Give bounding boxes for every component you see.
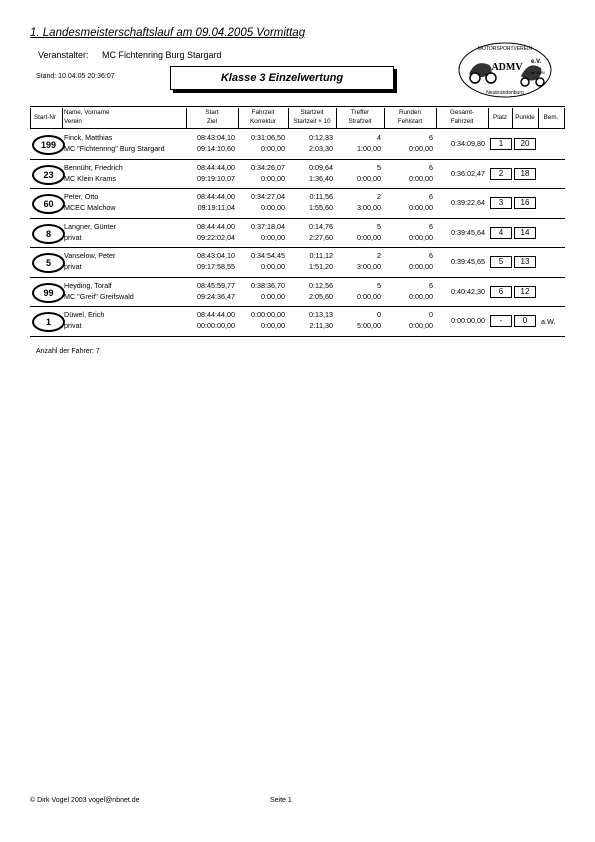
start-time: 08:43:04,10 (197, 133, 235, 142)
stand-timestamp: Stand: 10.04.05 20:36:07 (36, 73, 115, 80)
start-time-value: 0:11,12 (309, 251, 333, 260)
finish-time: 09:22:02,04 (197, 232, 235, 242)
finish-time: 09:17:58,55 (197, 262, 235, 271)
header-divider (436, 108, 437, 128)
rider-club: privat (64, 321, 82, 330)
finish-time: 09:19:11,04 (197, 203, 235, 212)
place-box: 1 (490, 138, 512, 150)
footer-copyright: © Dirk Vogel 2003 vogel@nbnet.de (30, 797, 140, 804)
total-time: 0:39:45,64 (451, 227, 485, 237)
finish-time: 09:19:10,07 (197, 173, 235, 183)
place-box: - (490, 315, 512, 327)
points-box: 14 (514, 227, 536, 239)
total-time: 0:36:02,47 (451, 168, 485, 178)
header-gesamt-line2: Fahrzeit (450, 117, 474, 125)
remark: a.W. (541, 317, 556, 326)
start-number-badge: 1 (32, 312, 65, 332)
table-header-rule (30, 128, 565, 129)
ride-time: 0:34:54,45 (251, 251, 285, 260)
footer-page: Seite 1 (270, 797, 292, 804)
organizer-name: MC Fichtenring Burg Stargard (102, 50, 222, 60)
header-gesamt (436, 109, 488, 126)
hits: 2 (377, 251, 381, 260)
ride-time: 0:38:36,70 (251, 280, 285, 290)
header-runden (384, 109, 436, 126)
hits: 5 (377, 280, 381, 290)
header-punkte: Punkte (515, 114, 535, 121)
logo-suffix-text: e.V. (531, 59, 542, 65)
header-runden-line1: Runden (398, 109, 422, 116)
header-divider (564, 108, 565, 128)
header-name-line1: Name, Vorname (64, 109, 110, 116)
club-logo (455, 38, 555, 98)
penalty-time: 0:00,00 (357, 291, 381, 301)
start-time-x10: 2:03,30 (309, 144, 333, 153)
hits: 4 (377, 133, 381, 142)
row-separator (30, 277, 565, 278)
correction: 0:00,00 (261, 232, 285, 242)
start-time: 08:43:04,10 (197, 251, 235, 260)
rider-count: Anzahl der Fahrer: 7 (36, 348, 100, 355)
hits: 0 (377, 310, 381, 319)
place-box: 2 (490, 168, 512, 180)
header-divider (488, 108, 489, 128)
points-box: 16 (514, 197, 536, 209)
total-time: 0:39:22,64 (451, 198, 485, 207)
correction: 0:00,00 (261, 321, 285, 330)
header-divider (512, 108, 513, 128)
correction: 0:00,00 (261, 144, 285, 153)
place-box: 5 (490, 256, 512, 268)
false-start: 0:00,00 (409, 232, 433, 242)
row-separator (30, 306, 565, 307)
correction: 0:00,00 (261, 203, 285, 212)
header-bem: Bem. (543, 114, 559, 121)
ride-time: 0:34:26,07 (251, 162, 285, 172)
place-box: 6 (490, 286, 512, 298)
header-treffer-line2: Strafzeit (348, 117, 372, 125)
ride-time: 0:00:00,00 (251, 310, 285, 319)
laps: 6 (429, 192, 433, 201)
rider-name: Vanselow, Peter (64, 251, 116, 260)
false-start: 0:00,00 (409, 321, 433, 330)
header-start-nr: Start-Nr (33, 114, 57, 121)
start-time-x10: 1:51,20 (309, 262, 333, 271)
ride-time: 0:31:06,50 (251, 133, 285, 142)
header-start-line2: Ziel (206, 117, 218, 125)
header-divider (62, 108, 63, 128)
row-separator (30, 218, 565, 219)
header-startzeit (288, 109, 336, 126)
start-time-value: 0:12,33 (309, 133, 333, 142)
start-number-badge: 5 (32, 253, 65, 273)
header-name (64, 109, 110, 126)
rider-club: MC Klein Krams (64, 173, 116, 183)
start-time-x10: 2:11,30 (309, 321, 333, 330)
rider-name: Langner, Günter (64, 221, 116, 231)
header-startzeit-line2: Startzeit × 10 (293, 117, 331, 125)
rider-club: MCEC Malchow (64, 203, 116, 212)
laps: 6 (429, 280, 433, 290)
rider-name: Peter, Otto (64, 192, 99, 201)
organizer-label: Veranstalter: (38, 50, 89, 60)
finish-time: 09:14:10,60 (197, 144, 235, 153)
false-start: 0:00,00 (409, 203, 433, 212)
header-fahrzeit (238, 109, 288, 126)
rider-club: privat (64, 232, 82, 242)
total-time: 0:40:42,30 (451, 286, 485, 296)
logo-center-text: ADMV (491, 62, 523, 73)
laps: 0 (429, 310, 433, 319)
points-box: 13 (514, 256, 536, 268)
start-time-x10: 1:55,60 (309, 203, 333, 212)
correction: 0:00,00 (261, 262, 285, 271)
rider-name: Finck, Matthias (64, 133, 113, 142)
header-fahrzeit-line2: Korrektur (250, 117, 276, 125)
penalty-time: 0:00,00 (357, 232, 381, 242)
row-separator (30, 336, 565, 337)
false-start: 0:00,00 (409, 173, 433, 183)
correction: 0:00,00 (261, 291, 285, 301)
start-time: 08:44:44,00 (197, 192, 235, 201)
header-treffer (336, 109, 384, 126)
laps: 6 (429, 162, 433, 172)
start-time-x10: 1:36,40 (309, 173, 333, 183)
header-platz: Platz (493, 114, 507, 121)
row-separator (30, 159, 565, 160)
place-box: 4 (490, 227, 512, 239)
header-startzeit-line1: Startzeit (300, 109, 324, 116)
penalty-time: 1:00,00 (357, 144, 381, 153)
false-start: 0:00,00 (409, 291, 433, 301)
penalty-time: 3:00,00 (357, 262, 381, 271)
row-separator (30, 188, 565, 189)
penalty-time: 0:00,00 (357, 173, 381, 183)
header-name-line2: Verein (64, 117, 82, 125)
header-start-line1: Start (205, 109, 219, 116)
hits: 5 (377, 221, 381, 231)
start-time: 08:45:59,77 (197, 280, 235, 290)
rider-name: Bennühr, Friedrich (64, 162, 123, 172)
points-box: 0 (514, 315, 536, 327)
penalty-time: 5:00,00 (357, 321, 381, 330)
false-start: 0:00,00 (409, 262, 433, 271)
start-time-value: 0:13,13 (309, 310, 333, 319)
header-start (186, 109, 238, 126)
start-number-badge: 99 (32, 283, 65, 303)
header-fahrzeit-line1: Fahrzeit (251, 109, 275, 116)
start-number-badge: 199 (32, 135, 65, 155)
laps: 6 (429, 251, 433, 260)
header-divider (288, 108, 289, 128)
header-divider (238, 108, 239, 128)
start-time-value: 0:12,56 (309, 280, 333, 290)
laps: 6 (429, 221, 433, 231)
start-time: 08:44:44,00 (197, 310, 235, 319)
ride-time: 0:37:18,04 (251, 221, 285, 231)
start-number-badge: 23 (32, 165, 65, 185)
start-time-value: 0:11,56 (309, 192, 333, 201)
hits: 2 (377, 192, 381, 201)
points-box: 18 (514, 168, 536, 180)
total-time: 0:39:45,65 (451, 257, 485, 266)
table-top-rule (30, 106, 565, 107)
logo-top-text: MOTORSPORTVEREIN (477, 46, 533, 52)
rider-club: privat (64, 262, 82, 271)
start-time-x10: 2:27,60 (309, 232, 333, 242)
start-number-badge: 8 (32, 224, 65, 244)
finish-time: 00:00:00,00 (197, 321, 235, 330)
logo-bottom-text: Neubrandenburg (486, 90, 524, 96)
hits: 5 (377, 162, 381, 172)
ride-time: 0:34:27,04 (251, 192, 285, 201)
logo-right-text: im DMV (531, 70, 546, 75)
header-treffer-line1: Treffer (350, 109, 370, 116)
rider-club: MC "Greif" Greifswald (64, 291, 134, 301)
klasse-title: Klasse 3 Einzelwertung (220, 72, 344, 84)
correction: 0:00,00 (261, 173, 285, 183)
penalty-time: 3:00,00 (357, 203, 381, 212)
total-time: 0:34:09,80 (451, 139, 485, 148)
start-time: 08:44:44,00 (197, 162, 235, 172)
start-number-badge: 60 (32, 194, 65, 214)
start-time-value: 0:09,64 (309, 162, 333, 172)
rider-club: MC "Fichtenring" Burg Stargard (64, 144, 165, 153)
header-gesamt-line1: Gesamt- (449, 109, 475, 116)
header-divider (538, 108, 539, 128)
header-divider (336, 108, 337, 128)
points-box: 20 (514, 138, 536, 150)
total-time: 0:00:00,00 (451, 316, 485, 325)
rider-name: Düwel, Erich (64, 310, 105, 319)
page-title: 1. Landesmeisterschaftslauf am 09.04.2005 Vormittag (30, 27, 306, 39)
false-start: 0:00,00 (409, 144, 433, 153)
start-time-value: 0:14,76 (309, 221, 333, 231)
header-divider (384, 108, 385, 128)
klasse-box (170, 66, 394, 90)
place-box: 3 (490, 197, 512, 209)
header-divider (30, 108, 31, 128)
points-box: 12 (514, 286, 536, 298)
rider-name: Heyding, Toralf (64, 280, 112, 290)
start-time: 08:44:44,00 (197, 221, 235, 231)
header-divider (186, 108, 187, 128)
laps: 6 (429, 133, 433, 142)
start-time-x10: 2:05,60 (309, 291, 333, 301)
row-separator (30, 247, 565, 248)
header-runden-line2: Fehlstart (397, 117, 423, 125)
finish-time: 09:24:36,47 (197, 291, 235, 301)
